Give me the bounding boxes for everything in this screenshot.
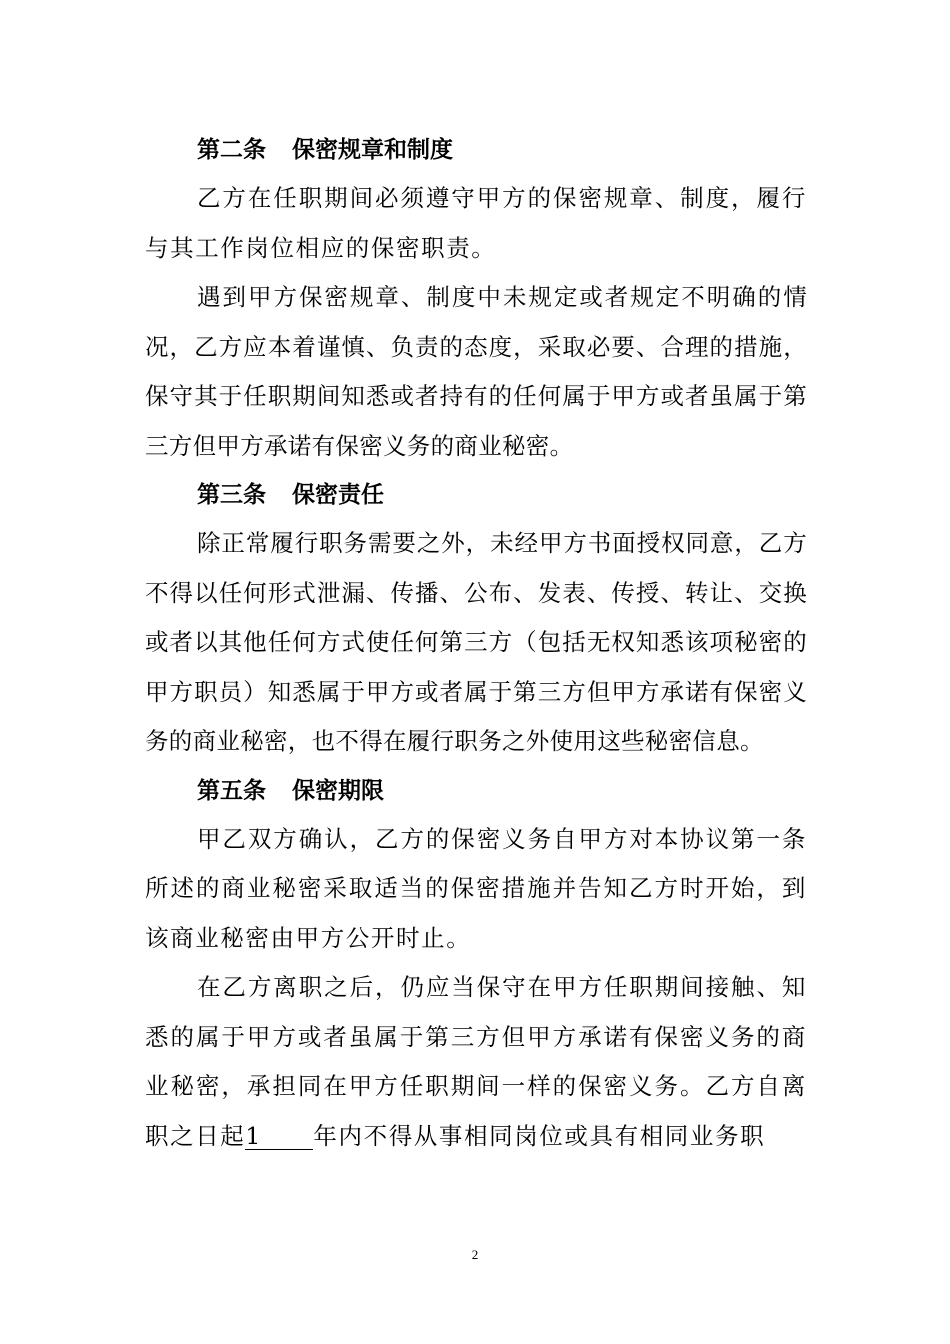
article-2-paragraph-1: 乙方在任职期间必须遵守甲方的保密规章、制度，履行与其工作岗位相应的保密职责。 [145, 184, 807, 262]
article-5-paragraph-2 [145, 963, 807, 1161]
article-5-paragraph-2-text: 在乙方离职之后，仍应当保守在甲方任职期间接触、知悉的属于甲方或者虽属于第三方但甲方承诺有保密义务的商业秘密，承担同在甲方任职期间一样的保密义务。乙方自离职之日起 [145, 973, 807, 1150]
article-5-heading [145, 767, 807, 815]
article-3-paragraph-1: 除正常履行职务需要之外，未经甲方书面授权同意，乙方不得以任何形式泄漏、传播、公布、发表、传授、转让、交换或者以其他任何方式使任何第三方（包括无权知悉该项秘密的甲方职员）知悉属于甲方或者属于第三方但甲方承诺有保密义务的商业秘密，也不得在履行职务之外使用这些秘密信息。 [145, 529, 807, 755]
article-2-title: 保密规章和制度 [292, 137, 453, 163]
article-3-title: 保密责任 [292, 482, 384, 508]
document-body [145, 126, 807, 1161]
article-5-paragraph-1: 甲乙双方确认，乙方的保密义务自甲方对本协议第一条所述的商业秘密采取适当的保密措施并告知乙方时开始，到该商业秘密由甲方公开时止。 [145, 824, 807, 952]
article-2-number: 第二条 [197, 137, 266, 163]
article-2-heading [145, 126, 807, 174]
fill-in-blank-years: 1 [245, 1123, 313, 1150]
article-5-paragraph-2-continued: 年内不得从事相同岗位或具有相同业务职 [313, 1121, 766, 1150]
article-3-heading [145, 471, 807, 519]
article-2-paragraph-2: 遇到甲方保密规章、制度中未规定或者规定不明确的情况，乙方应本着谨慎、负责的态度，采取必要、合理的措施，保守其于任职期间知悉或者持有的任何属于甲方或者虽属于第三方但甲方承诺有保密义务的商业秘密。 [145, 283, 807, 460]
article-5-title: 保密期限 [292, 777, 384, 804]
article-3-number: 第三条 [197, 482, 266, 508]
article-5-number: 第五条 [197, 777, 266, 804]
page-number: 2 [471, 1247, 479, 1262]
